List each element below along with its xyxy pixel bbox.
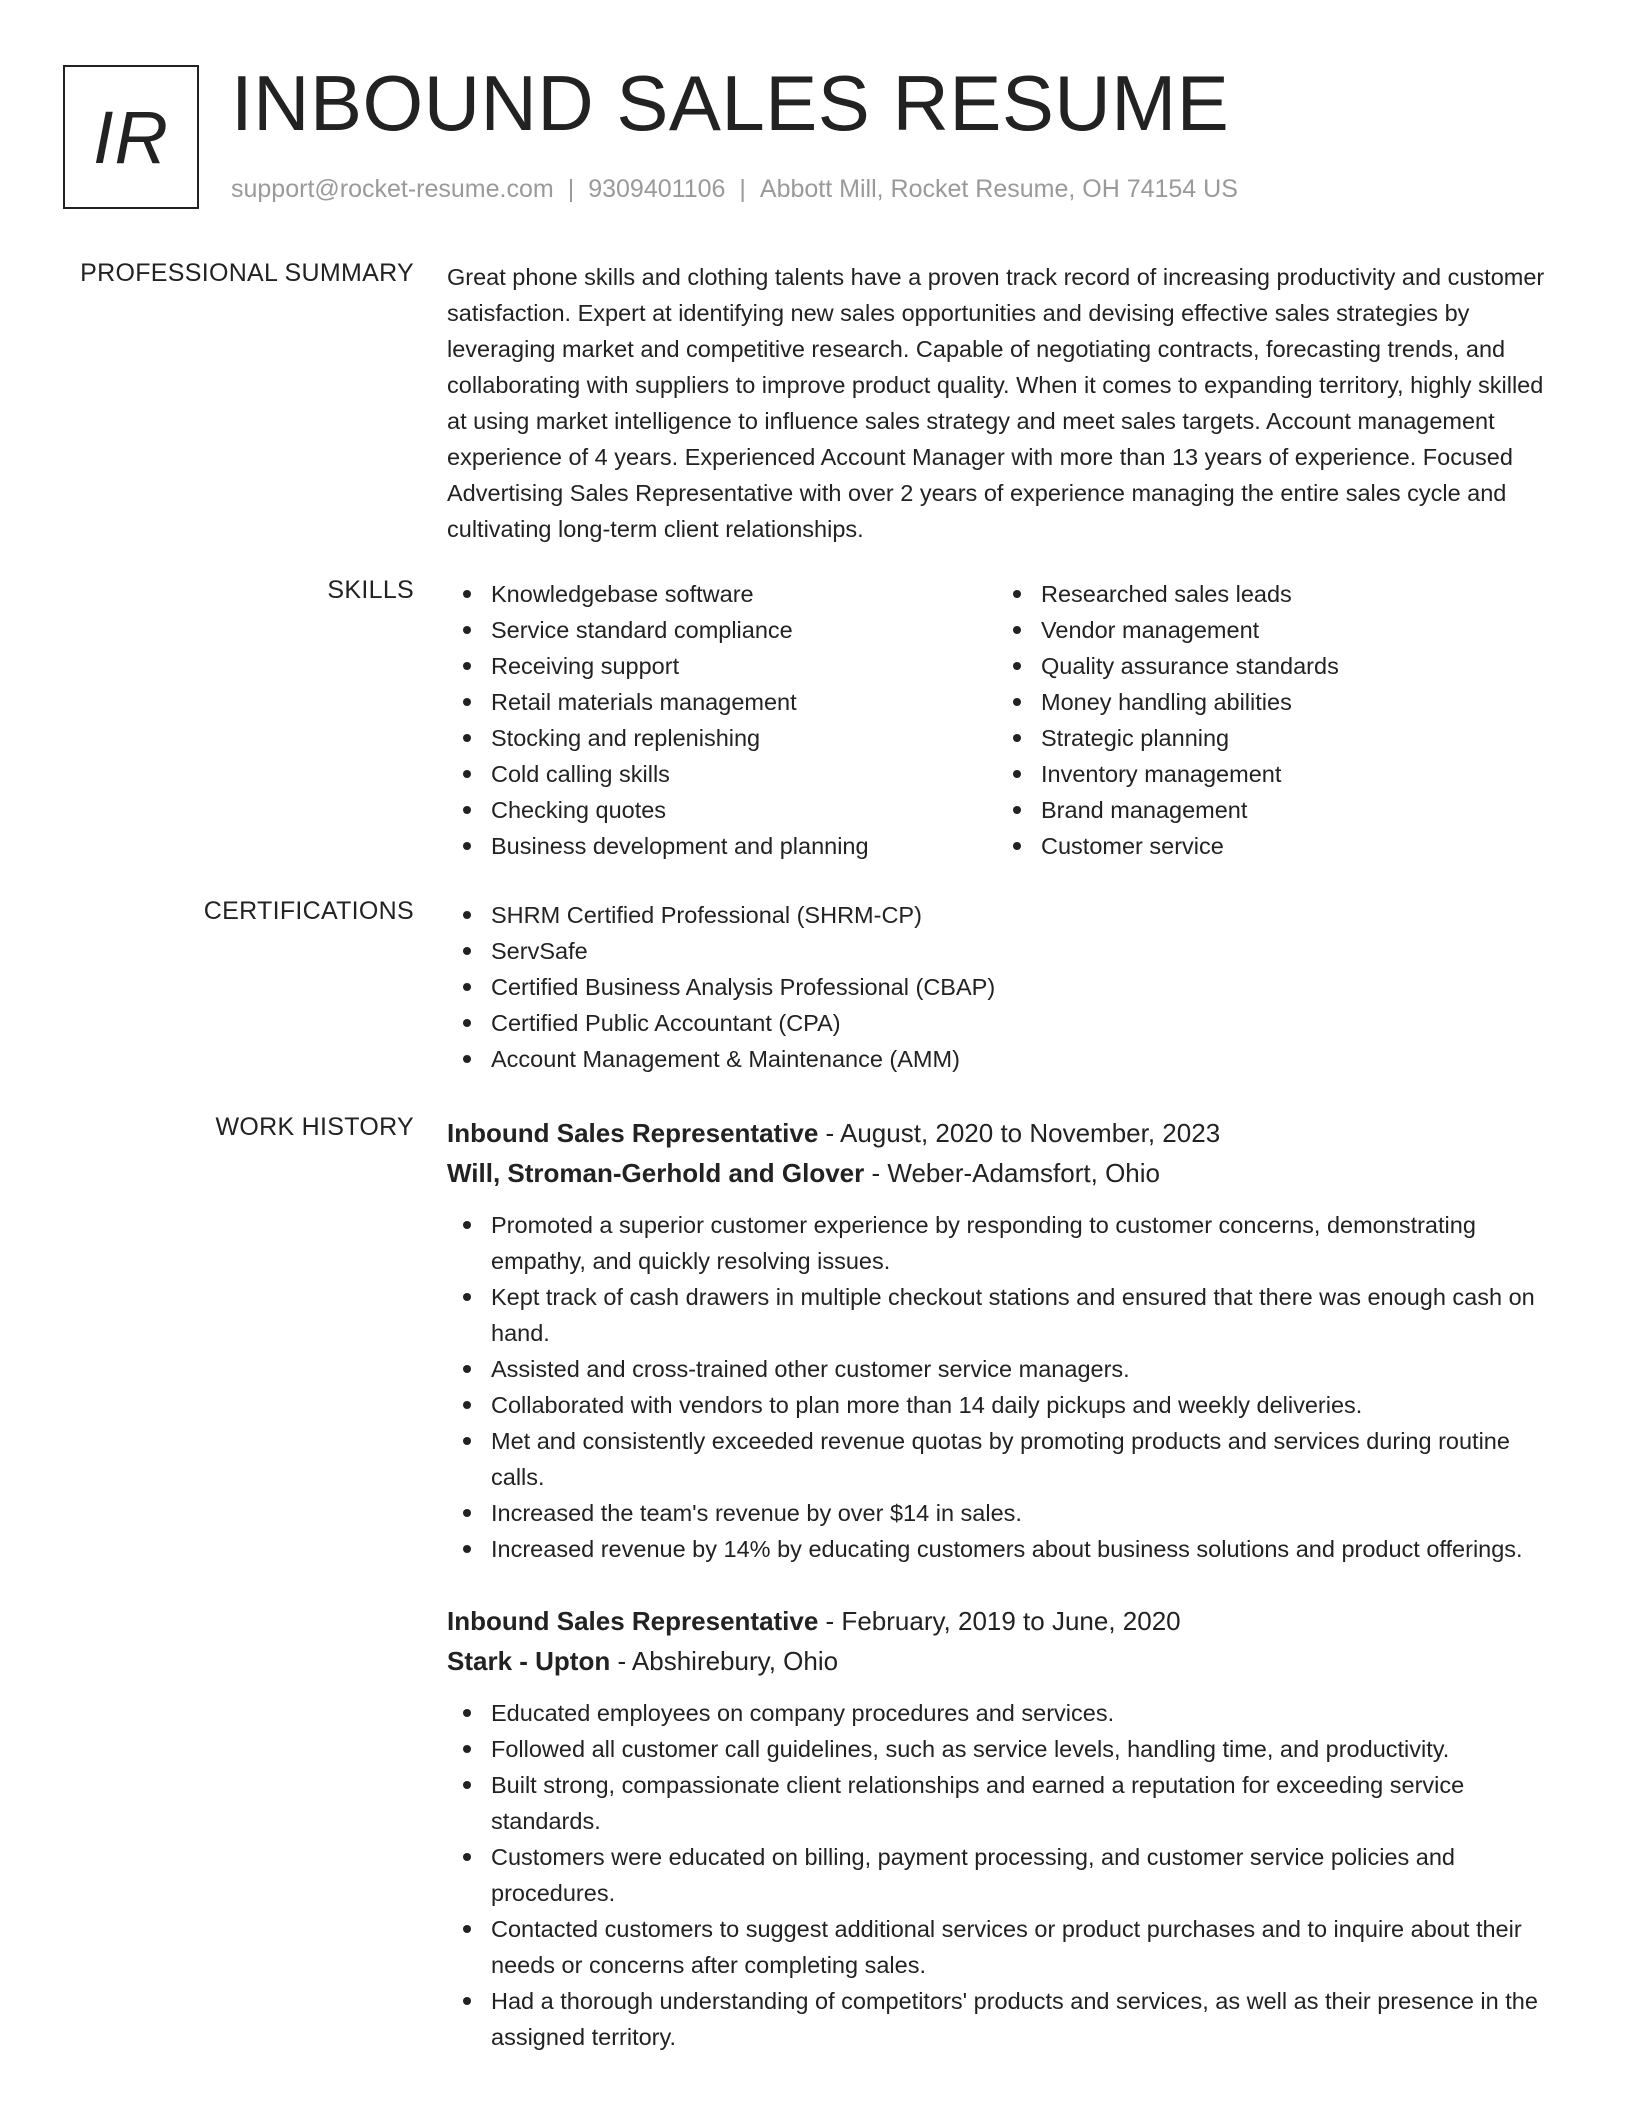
skills-list-left: [447, 576, 997, 864]
job-company: Will, Stroman-Gerhold and Glover: [447, 1158, 865, 1188]
certification-item: Account Management & Maintenance (AMM): [447, 1041, 1567, 1077]
job-duty: Increased revenue by 14% by educating customers about business solutions and product offerings.: [447, 1531, 1567, 1567]
certification-item: Certified Business Analysis Professional (CBAP): [447, 969, 1567, 1005]
job-dates: - August, 2020 to November, 2023: [818, 1118, 1221, 1148]
certification-item: Certified Public Accountant (CPA): [447, 1005, 1567, 1041]
certification-item: SHRM Certified Professional (SHRM-CP): [447, 897, 1567, 933]
job-duty: Promoted a superior customer experience by responding to customer concerns, demonstrating empathy, and quickly resolving issues.: [447, 1207, 1567, 1279]
job-duty: Had a thorough understanding of competitors' products and services, as well as their presence in the assigned territory.: [447, 1983, 1567, 2055]
contact-email: support@rocket-resume.com: [231, 175, 554, 203]
certifications-list: [447, 897, 1567, 1077]
certification-item: ServSafe: [447, 933, 1567, 969]
work-history-heading: WORK HISTORY: [215, 1113, 414, 1141]
summary-heading: PROFESSIONAL SUMMARY: [80, 259, 414, 287]
skill-item: Brand management: [997, 792, 1567, 828]
job-location: - Weber-Adamsfort, Ohio: [864, 1158, 1160, 1188]
job-entry: [447, 1601, 1567, 2055]
job-location: - Abshirebury, Ohio: [610, 1646, 839, 1676]
job-duties-list: [447, 1695, 1567, 2055]
skill-item: Strategic planning: [997, 720, 1567, 756]
skill-item: Cold calling skills: [447, 756, 997, 792]
skill-item: Knowledgebase software: [447, 576, 997, 612]
skill-item: Retail materials management: [447, 684, 997, 720]
skills-heading: SKILLS: [327, 576, 414, 604]
job-entry: [447, 1113, 1567, 1567]
job-title-line: [447, 1601, 1567, 1641]
job-duty: Met and consistently exceeded revenue quotas by promoting products and services during routine calls.: [447, 1423, 1567, 1495]
summary-text: Great phone skills and clothing talents have a proven track record of increasing productivity and customer satisfaction. Expert at identifying new sales opportunities and devising effective sales strategies by leveraging market and competitive research. Capable of negotiating contracts, forecasting trends, and collaborating with suppliers to improve product quality. When it comes to expanding territory, highly skilled at using market intelligence to influence sales strategy and meet sales targets. Account management experience of 4 years. Experienced Account Manager with more than 13 years of experience. Focused Advertising Sales Representative with over 2 years of experience managing the entire sales cycle and cultivating long-term client relationships.: [447, 264, 1545, 542]
skill-item: Vendor management: [997, 612, 1567, 648]
skill-item: Researched sales leads: [997, 576, 1567, 612]
skill-item: Stocking and replenishing: [447, 720, 997, 756]
contact-address: Abbott Mill, Rocket Resume, OH 74154 US: [759, 175, 1238, 203]
skill-item: Receiving support: [447, 648, 997, 684]
contact-line: [231, 175, 1238, 204]
skill-item: Customer service: [997, 828, 1567, 864]
job-company-line: [447, 1153, 1567, 1193]
job-title: Inbound Sales Representative: [447, 1606, 819, 1636]
job-company-line: [447, 1641, 1567, 1681]
resume-title: INBOUND SALES RESUME: [231, 59, 1230, 147]
certifications-heading: CERTIFICATIONS: [203, 897, 414, 925]
skill-item: Inventory management: [997, 756, 1567, 792]
job-duty: Educated employees on company procedures and services.: [447, 1695, 1567, 1731]
job-duty: Assisted and cross-trained other customer service managers.: [447, 1351, 1567, 1387]
contact-phone: 9309401106: [588, 175, 726, 203]
job-duty: Built strong, compassionate client relationships and earned a reputation for exceeding service standards.: [447, 1767, 1567, 1839]
work-history-body: [447, 1113, 1567, 2055]
monogram-logo: [63, 65, 199, 209]
monogram-initials: IR: [93, 95, 169, 179]
job-company: Stark - Upton: [447, 1646, 611, 1676]
certifications-body: [447, 897, 1567, 1077]
skill-item: Money handling abilities: [997, 684, 1567, 720]
skill-item: Checking quotes: [447, 792, 997, 828]
contact-separator: |: [739, 175, 746, 203]
job-dates: - February, 2019 to June, 2020: [818, 1606, 1181, 1636]
job-duty: Increased the team's revenue by over $14 in sales.: [447, 1495, 1567, 1531]
job-duty: Collaborated with vendors to plan more than 14 daily pickups and weekly deliveries.: [447, 1387, 1567, 1423]
job-duties-list: [447, 1207, 1567, 1567]
job-title-line: [447, 1113, 1567, 1153]
job-duty: Kept track of cash drawers in multiple checkout stations and ensured that there was enough cash on hand.: [447, 1279, 1567, 1351]
skill-item: Quality assurance standards: [997, 648, 1567, 684]
job-title: Inbound Sales Representative: [447, 1118, 819, 1148]
job-duty: Followed all customer call guidelines, such as service levels, handling time, and productivity.: [447, 1731, 1567, 1767]
job-duty: Contacted customers to suggest additional services or product purchases and to inquire about their needs or concerns after completing sales.: [447, 1911, 1567, 1983]
skills-body: [447, 576, 1567, 864]
contact-separator: |: [567, 175, 575, 203]
skill-item: Business development and planning: [447, 828, 997, 864]
job-duty: Customers were educated on billing, payment processing, and customer service policies and procedures.: [447, 1839, 1567, 1911]
skills-list-right: [997, 576, 1567, 864]
skill-item: Service standard compliance: [447, 612, 997, 648]
